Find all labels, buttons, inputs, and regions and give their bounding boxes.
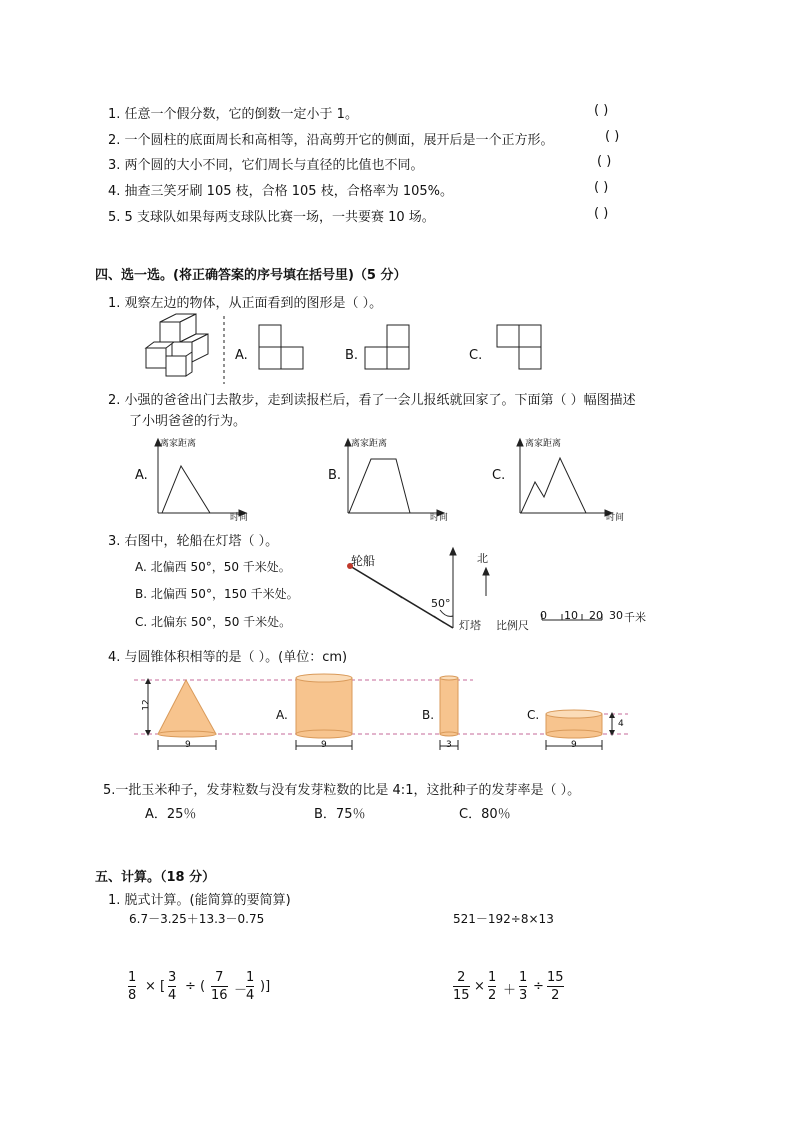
option-c-label[interactable]: C. [469, 348, 483, 363]
fraction: 7 16 [211, 970, 228, 1003]
solids-figure [128, 672, 638, 754]
calc-subheading: 1. 脱式计算。(能简算的要简算) [108, 893, 291, 908]
answer-paren[interactable]: ( ) [594, 103, 609, 118]
judge-item-2: 2. 一个圆柱的底面周长和高相等，沿高剪开它的侧面，展开后是一个正方形。 [108, 133, 554, 148]
scale-tick-0: 0 [540, 609, 547, 622]
graph-x-label: 时间 [430, 513, 449, 523]
judge-item-5: 5. 5 支球队如果每两支球队比赛一场，一共要赛 10 场。 [108, 210, 435, 225]
option-5c[interactable]: C．80％ [459, 807, 511, 822]
operator: － [234, 983, 248, 998]
option-3b[interactable]: B. 北偏西 50°，150 千米处。 [135, 587, 299, 601]
graph-x-label: 时间 [230, 513, 249, 523]
fraction: 3 4 [168, 970, 177, 1003]
judge-item-1: 1. 任意一个假分数，它的倒数一定小于 1。 [108, 107, 358, 122]
cylinder-c-height: 4 [618, 719, 624, 729]
graph-option-a-label[interactable]: A. [135, 468, 148, 483]
fraction: 1 8 [128, 970, 137, 1003]
solid-option-b-label[interactable]: B. [422, 708, 435, 722]
ship-label: 轮船 [351, 554, 376, 568]
question-3: 3. 右图中，轮船在灯塔（ ）。 [108, 534, 279, 549]
question-5: 5.一批玉米种子，发芽粒数与没有发芽粒数的比是 4:1，这批种子的发芽率是（ ）。 [103, 783, 581, 798]
angle-label: 50° [431, 597, 451, 610]
solid-option-c-label[interactable]: C. [527, 708, 540, 722]
cone-height-label: 12 [141, 699, 152, 711]
front-view-option-a [258, 324, 304, 370]
cylinder-a-diameter: 9 [321, 740, 327, 750]
graph-option-b-label[interactable]: B. [328, 468, 342, 483]
operator: ÷ [533, 979, 544, 994]
front-view-option-b [364, 324, 432, 370]
fraction: 1 4 [246, 970, 255, 1003]
answer-paren[interactable]: ( ) [605, 129, 620, 144]
graph-y-label: 离家距离 [525, 439, 562, 449]
operator: × [474, 979, 485, 994]
graph-y-label: 离家距离 [160, 439, 197, 449]
distance-time-graph-b [340, 437, 448, 519]
graph-x-label: 时间 [606, 513, 625, 523]
section-heading-calc: 五、计算。（18 分） [95, 870, 216, 885]
operator: × [ [145, 979, 166, 994]
answer-paren[interactable]: ( ) [594, 180, 609, 195]
fraction: 15 2 [547, 970, 564, 1003]
graph-option-c-label[interactable]: C. [492, 468, 506, 483]
graph-y-label: 离家距离 [351, 439, 388, 449]
scale-tick-10: 10 [564, 609, 578, 622]
solid-option-a-label[interactable]: A. [276, 708, 288, 722]
question-1: 1. 观察左边的物体，从正面看到的图形是（ ）。 [108, 296, 383, 311]
operator: ÷ ( [185, 979, 206, 994]
answer-paren[interactable]: ( ) [594, 206, 609, 221]
option-3a[interactable]: A. 北偏西 50°，50 千米处。 [135, 560, 291, 574]
question-2: 2. 小强的爸爸出门去散步，走到读报栏后，看了一会儿报纸就回家了。下面第（ ）幅图描述 [108, 393, 636, 408]
cylinder-b-diameter: 3 [446, 740, 452, 750]
option-b-label[interactable]: B. [345, 348, 359, 363]
operator: ＋ [503, 983, 517, 998]
distance-time-graph-c [512, 437, 616, 519]
distance-time-graph-a [150, 437, 250, 519]
expression-2: 521－192÷8×13 [453, 912, 554, 926]
option-5b[interactable]: B．75％ [314, 807, 366, 822]
cylinder-c-diameter: 9 [571, 740, 577, 750]
scale-tick-30: 30 [609, 609, 623, 622]
cube-stack-figure [140, 314, 230, 386]
judge-item-4: 4. 抽查三笑牙刷 105 枝，合格 105 枝，合格率为 105%。 [108, 184, 454, 199]
option-3c[interactable]: C. 北偏东 50°，50 千米处。 [135, 615, 292, 629]
scale-label: 比例尺 [496, 619, 529, 632]
scale-unit: 千米 [624, 611, 646, 624]
scale-tick-20: 20 [589, 609, 603, 622]
expression-1: 6.7－3.25＋13.3－0.75 [129, 912, 265, 926]
fraction: 1 3 [519, 970, 528, 1003]
answer-paren[interactable]: ( ) [597, 154, 612, 169]
operator: )] [260, 979, 271, 994]
tower-label: 灯塔 [459, 619, 481, 632]
fraction: 1 2 [488, 970, 497, 1003]
front-view-option-c [496, 324, 542, 370]
section-heading-choose: 四、选一选。(将正确答案的序号填在括号里)（5 分） [95, 268, 407, 283]
judge-item-3: 3. 两个圆的大小不同，它们周长与直径的比值也不同。 [108, 158, 424, 173]
question-2-line2: 了小明爸爸的行为。 [129, 414, 247, 429]
question-4: 4. 与圆锥体积相等的是（ ）。(单位：cm) [108, 650, 348, 665]
cone-diameter-label: 9 [185, 740, 191, 750]
option-5a[interactable]: A．25％ [145, 807, 197, 822]
north-label: 北 [477, 552, 488, 565]
fraction: 2 15 [453, 970, 470, 1003]
option-a-label[interactable]: A. [235, 348, 248, 363]
